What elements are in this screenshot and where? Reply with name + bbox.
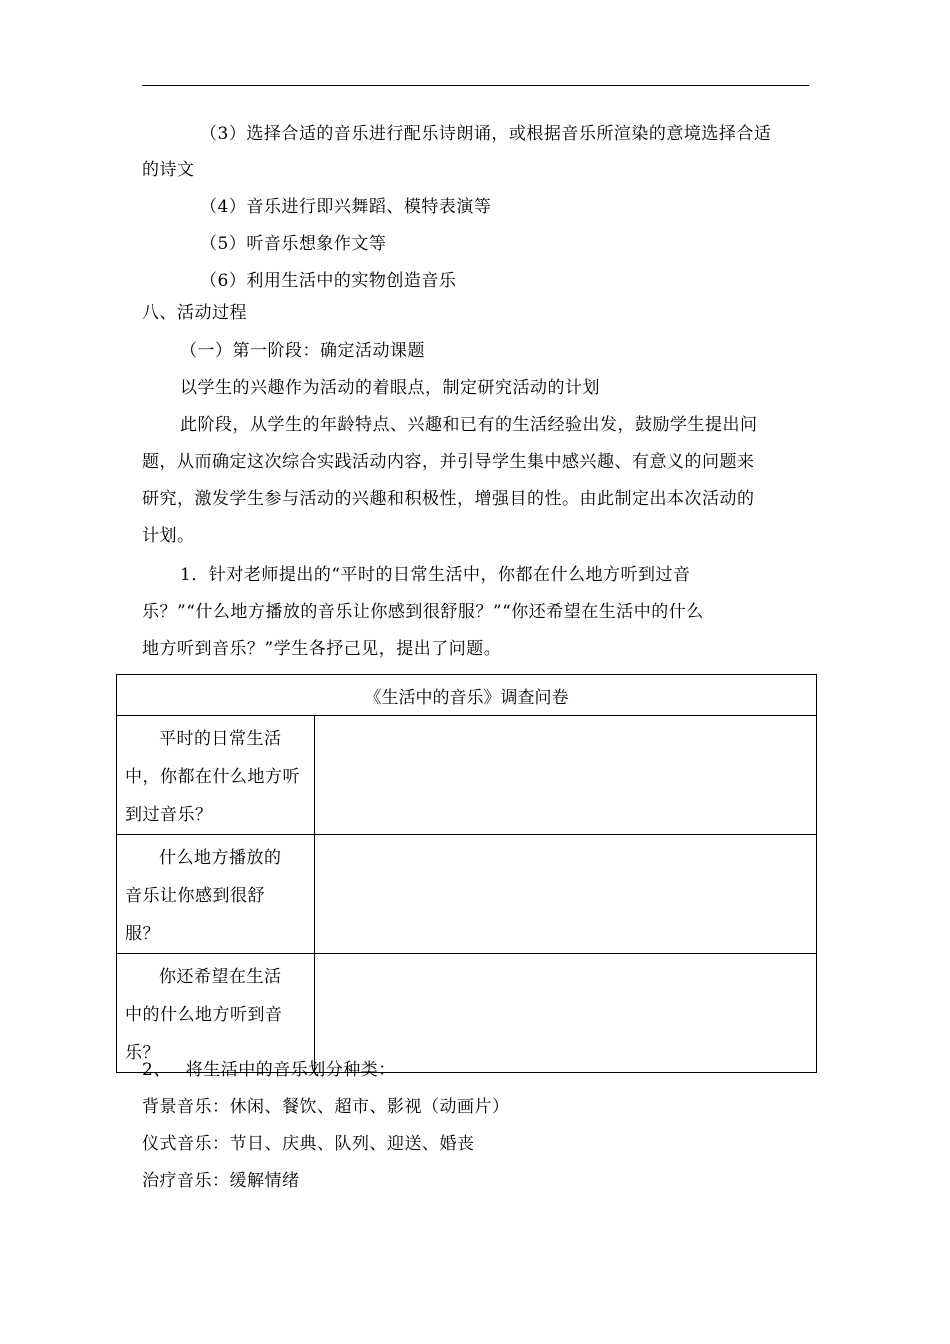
paragraph-line: 地方听到音乐？”学生各抒己见，提出了问题。 bbox=[142, 639, 502, 659]
survey-row bbox=[117, 716, 817, 835]
paragraph-line: 1．针对老师提出的“平时的日常生活中，你都在什么地方听到过音 bbox=[180, 565, 691, 585]
paragraph-line: 乐？”“什么地方播放的音乐让你感到很舒服？”“你还希望在生活中的什么 bbox=[142, 602, 704, 622]
survey-question: 平时的日常生活 中，你都在什么地方听 到过音乐？ bbox=[117, 716, 315, 835]
category-line: 仪式音乐：节日、庆典、队列、迎送、婚丧 bbox=[142, 1134, 475, 1154]
paragraph-line: 此阶段，从学生的年龄特点、兴趣和已有的生活经验出发，鼓励学生提出问 bbox=[180, 415, 758, 435]
paragraph-line: （3）选择合适的音乐进行配乐诗朗诵，或根据音乐所渲染的意境选择合适 bbox=[200, 124, 772, 144]
paragraph-line: （5）听音乐想象作文等 bbox=[200, 234, 387, 254]
subsection-heading: （一）第一阶段：确定活动课题 bbox=[180, 341, 425, 361]
paragraph-line: 计划。 bbox=[142, 526, 195, 546]
section-heading: 八、活动过程 bbox=[142, 303, 247, 323]
paragraph-line: 的诗文 bbox=[142, 160, 195, 180]
survey-question: 什么地方播放的 音乐让你感到很舒 服？ bbox=[117, 835, 315, 954]
survey-table bbox=[116, 674, 817, 1073]
header-rule bbox=[142, 85, 809, 86]
category-line: 背景音乐：休闲、餐饮、超市、影视（动画片） bbox=[142, 1097, 510, 1117]
paragraph-line: （4）音乐进行即兴舞蹈、模特表演等 bbox=[200, 197, 492, 217]
survey-row bbox=[117, 954, 817, 1073]
category-line: 治疗音乐：缓解情绪 bbox=[142, 1171, 300, 1191]
paragraph-line: （6）利用生活中的实物创造音乐 bbox=[200, 271, 457, 291]
survey-answer-cell[interactable] bbox=[315, 716, 817, 835]
survey-title: 《生活中的音乐》调查问卷 bbox=[117, 675, 817, 716]
paragraph-line: 研究，激发学生参与活动的兴趣和积极性，增强目的性。由此制定出本次活动的 bbox=[142, 489, 755, 509]
list-item: 2、 将生活中的音乐划分种类： bbox=[142, 1060, 396, 1080]
survey-answer-cell[interactable] bbox=[315, 835, 817, 954]
survey-question: 你还希望在生活 中的什么地方听到音 乐？ bbox=[117, 954, 315, 1073]
survey-row bbox=[117, 835, 817, 954]
paragraph-line: 以学生的兴趣作为活动的着眼点，制定研究活动的计划 bbox=[180, 378, 600, 398]
survey-answer-cell[interactable] bbox=[315, 954, 817, 1073]
paragraph-line: 题，从而确定这次综合实践活动内容，并引导学生集中感兴趣、有意义的问题来 bbox=[142, 452, 755, 472]
